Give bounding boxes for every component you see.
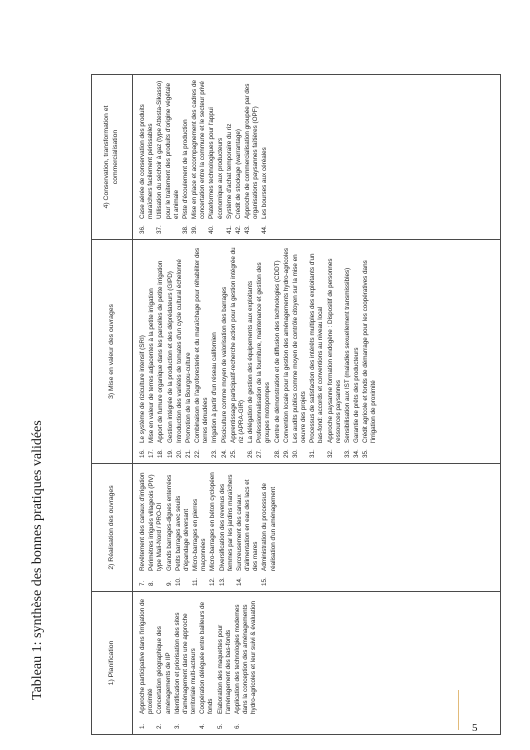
practice-text: Crédit agricole et fonds de démarrage pour les coopératives dans l'irrigation de proximité [362, 260, 378, 443]
practice-text: Pisciculture comme moyen de valorisation des barrages [220, 286, 228, 443]
table-header-row [92, 75, 133, 735]
practice-text: Système d'achat temporaire du riz [225, 123, 233, 219]
practice-item [191, 80, 207, 234]
practice-item [182, 80, 190, 234]
practice-text: La délégation de gestion des équipements aux exploitants [247, 280, 255, 443]
page-number: 5 [472, 722, 478, 734]
practice-item [176, 245, 184, 458]
practice-number: 15. [261, 577, 269, 586]
practice-number: 25. [229, 449, 237, 458]
practice-item [139, 245, 147, 458]
practice-item [236, 469, 261, 586]
practice-text: Concertation géographique des aménagements de IIP [156, 626, 172, 714]
practice-text: Utilisation du séchoir à gaz (type Attesta-Sikasso) pour le traitement des produits d'origine végétale et animale [156, 80, 180, 219]
best-practices-table [91, 74, 501, 735]
practice-text: Processus de satisfaction des intérêts multiples des exploitants d'un bas-fond: accords et conventions au niveau local [309, 253, 325, 443]
practice-number: 3. [173, 723, 181, 729]
practice-text: Approche paysanne formation endogène : Dispositif de personnes ressources paysannes [326, 258, 342, 443]
practice-text: Convention locale pour la gestion des aménagements hydro-agricoles [282, 248, 290, 443]
practice-text: Piste d'écoulement de la production [181, 119, 189, 219]
practice-number: 1. [139, 723, 146, 729]
practice-item [362, 245, 378, 458]
practice-list [139, 245, 379, 458]
practice-text: Apport de fumure organique dans les parcelles de petite irrigation [157, 260, 165, 443]
practice-text: Mise en valeur de terres adjacentes à la petite irrigation [148, 288, 156, 443]
practice-text: Case aérée de conservation des produits maraîchers facilement périssables [139, 104, 155, 219]
practices-table-container [91, 75, 501, 735]
practice-number: 6. [233, 723, 241, 729]
practice-text: Administration du processus de réalisation d'un aménagement [261, 483, 277, 571]
column-cell-realisation [133, 464, 501, 592]
practice-number: 44. [261, 225, 269, 234]
practice-text: Introduction des variétés de tomates d'un cycle cultural échelonné [175, 259, 183, 443]
practice-text: Le système de riziculture intensif (SRI) [139, 335, 146, 443]
practice-item [175, 469, 191, 586]
practice-item [199, 597, 215, 729]
practice-number: 13. [218, 577, 226, 586]
column-header-realisation: 2) Réalisation des ouvrages [92, 464, 133, 592]
practice-text: Surcreusement des canaux d'alimentation en eau des lacs et des mares [235, 479, 260, 571]
practice-item [274, 245, 282, 458]
practice-number: 36. [139, 225, 146, 234]
practice-number: 4. [199, 723, 207, 729]
practice-item [217, 597, 233, 729]
practice-text: Irrigation à partir d'un réseau californien [211, 332, 219, 443]
practice-text: Garantie de prêts des producteurs [353, 347, 361, 443]
practice-item [234, 597, 259, 729]
practice-text: Gestion intégrée de la production et des déprédateurs (GIPD) [166, 271, 174, 443]
page-number-rule [458, 690, 459, 730]
practice-text: Promotion de la Bourgou-culture [184, 352, 192, 443]
practice-text: Plateformes technologiques pour l'appui économique aux producteurs [208, 107, 224, 219]
practice-item [139, 469, 147, 586]
column-cell-conservation [133, 75, 501, 240]
practice-number: 7. [139, 580, 146, 586]
practice-text: Micro-barrages en béton cyclopéen [209, 472, 217, 571]
practice-item [247, 245, 255, 458]
column-header-mise-en-valeur: 3) Mise en valeur des ouvrages [92, 240, 133, 464]
practice-number: 34. [353, 449, 361, 458]
practice-list [139, 597, 258, 729]
practice-number: 37. [156, 225, 164, 234]
practice-item [221, 245, 229, 458]
practice-item [157, 245, 165, 458]
practice-number: 12. [209, 577, 217, 586]
practice-number: 23. [211, 449, 219, 458]
practice-text: Périmètres irrigués villageois (PIV) type Mali-Nord / PRO-DI [148, 474, 164, 571]
practice-item [292, 245, 308, 458]
practice-number: 33. [343, 449, 351, 458]
practice-number: 30. [291, 449, 299, 458]
practice-number: 18. [157, 449, 165, 458]
practice-text: Application des technologies modernes dans la conception des aménagements hydro-agricoles et leur suivi & évaluation [233, 600, 258, 714]
practice-number: 41. [225, 225, 233, 234]
practice-item [261, 80, 269, 234]
practice-item [244, 80, 260, 234]
practice-text: Les bourses aux céréales [261, 147, 269, 219]
practice-number: 39. [191, 225, 199, 234]
practice-item [156, 597, 172, 729]
practice-text: Revêtement des canaux d'irrigation [139, 472, 146, 571]
practice-number: 9. [165, 580, 173, 586]
practice-number: 38. [181, 225, 189, 234]
practice-item [230, 245, 246, 458]
practice-number: 42. [234, 225, 242, 234]
practice-item [256, 245, 272, 458]
table-body-row [133, 75, 501, 735]
practice-number: 24. [220, 449, 228, 458]
practice-number: 32. [326, 449, 334, 458]
practice-number: 17. [148, 449, 156, 458]
practice-item [139, 597, 155, 729]
practice-item [192, 469, 208, 586]
practice-item [327, 245, 343, 458]
practice-number: 16. [139, 449, 146, 458]
practice-text: Petits barrages avec seuils d'épandage déversant [174, 495, 190, 571]
practice-item [211, 245, 219, 458]
practice-item [235, 80, 243, 234]
practice-item [148, 469, 164, 586]
practice-item [167, 245, 175, 458]
practice-text: Crédit de stockage (warrantage) [234, 129, 242, 219]
practice-text: Les audits publics comme moyen de contrôle citoyen sur la mise en oeuvre des projets [291, 254, 308, 443]
practice-text: Micro-barrages en pierres maçonnées [192, 498, 208, 571]
column-header-conservation: 4) Conservation, transformation et commercialisation [92, 75, 133, 240]
practice-number: 5. [216, 723, 224, 729]
practice-number: 21. [184, 449, 192, 458]
column-cell-planification [133, 592, 501, 735]
practice-item [166, 469, 174, 586]
practice-number: 29. [282, 449, 290, 458]
practice-text: Apprentissage participatif-recherche action pour la gestion intégrée du riz (APRA-GIR) [229, 247, 245, 443]
practice-list [139, 80, 270, 234]
practice-list [139, 469, 278, 586]
practice-item [194, 245, 210, 458]
practice-item [208, 80, 224, 234]
practice-text: Approche participative dans l'irrigation de proximité [139, 599, 155, 714]
practice-number: 31. [309, 449, 317, 458]
practice-number: 20. [175, 449, 183, 458]
practice-item [309, 245, 325, 458]
practice-number: 35. [362, 449, 370, 458]
practice-item [148, 245, 156, 458]
practice-number: 43. [244, 225, 252, 234]
column-header-planification: 1) Planification [92, 592, 133, 735]
practice-text: Sensibilisation aux IST (maladies sexuellement transmissibles) [343, 267, 351, 443]
practice-number: 14. [235, 577, 243, 586]
practice-text: Mise en place et accompagnement des cadres de concertation entre la commune et le secteur privé [191, 80, 207, 219]
practice-item [219, 469, 235, 586]
practice-number: 10. [174, 577, 182, 586]
practice-text: Coopération déléguée entre bailleurs de fonds [199, 601, 215, 714]
practice-text: Approche de commercialisation groupée par des organisations paysannes faîtières (OPF) [244, 83, 260, 219]
practice-item [185, 245, 193, 458]
practice-item [283, 245, 291, 458]
practice-number: 19. [166, 449, 174, 458]
practice-item [156, 80, 181, 234]
practice-text: Centre de démonstration et de diffusion des technologies (CDDT) [273, 260, 281, 443]
practice-item [139, 80, 155, 234]
page-title: Tableau 1: synthèse des bonnes pratiques validées [30, 420, 45, 700]
practice-number: 40. [208, 225, 216, 234]
practice-number: 2. [156, 723, 164, 729]
practice-number: 8. [148, 580, 156, 586]
practice-item [261, 469, 277, 586]
practice-text: Elaboration des maquettes pour l'aménagement des bas-fonds [216, 624, 232, 714]
column-cell-mise-en-valeur [133, 240, 501, 464]
practice-item [226, 80, 234, 234]
practice-text: Professionnalisation de la fourniture, maintenance et gestion des groupes motopompes [256, 262, 272, 443]
practice-item [174, 597, 199, 729]
practice-number: 28. [273, 449, 281, 458]
practice-text: Grands barrages-digues enterrées [165, 474, 173, 571]
practice-item [209, 469, 217, 586]
practice-number: 22. [194, 449, 202, 458]
practice-item [344, 245, 352, 458]
practice-number: 27. [256, 449, 264, 458]
practice-text: Diversification des revenus des femmes par les jardins maraîchers [218, 474, 234, 571]
practice-text: Identification et priorisation des sites d'aménagement dans une approche territoriale multi-acteurs [173, 612, 198, 714]
practice-number: 26. [247, 449, 255, 458]
practice-item [353, 245, 361, 458]
practice-number: 11. [192, 577, 200, 586]
practice-text: Combinaison de l'agroforesterie et du maraîchage pour réhabiliter des terres dénudées [194, 247, 210, 443]
